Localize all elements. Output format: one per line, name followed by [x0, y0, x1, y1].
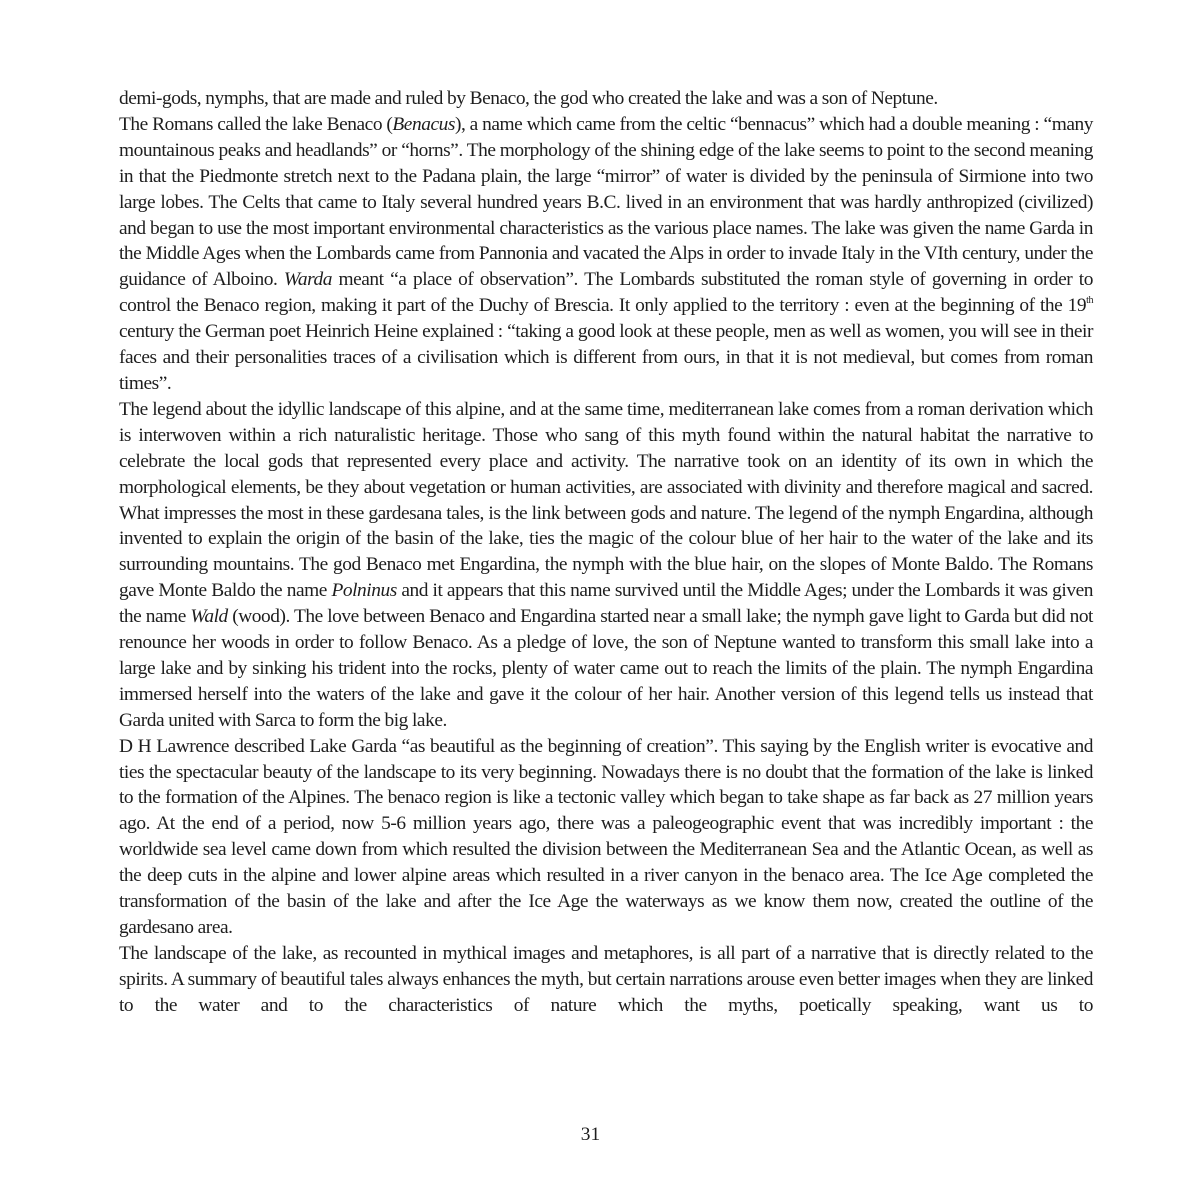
- italic-term: Warda: [283, 269, 332, 291]
- paragraph: [119, 112, 1093, 397]
- italic-term: Wald: [190, 606, 228, 628]
- text-run: The landscape of the lake, as recounted in mythical images and metaphores, is all part of a narrative that is directly related to the spirits. A summary of beautiful tales always enhances the myth, but certain narrations arouse even better images when they are linked to the water and to the characteristics of nature which the myths, poetically speaking, want us to: [119, 942, 1093, 1016]
- page-body: [119, 86, 1093, 1019]
- text-run: (wood). The love between Benaco and Engardina started near a small lake; the nymph gave light to Garda but did not renounce her woods in order to follow Benaco. As a pledge of love, the son of Neptune wanted to transform this small lake into a large lake and by sinking his trident into the rocks, plenty of water came out to reach the limits of the plain. The nymph Engardina immersed herself into the waters of the lake and gave it the colour of her hair. Another version of this legend tells us instead that Garda united with Sarca to form the big lake.: [119, 606, 1093, 731]
- ordinal-superscript: th: [1086, 295, 1093, 307]
- text-run: The legend about the idyllic landscape of this alpine, and at the same time, mediterranean lake comes from a roman derivation which is interwoven within a rich naturalistic heritage. Those who sang of this myth found within the natural habitat the narrative to celebrate the local gods that represented every place and activity. The narrative took on an identity of its own in which the morphological elements, be they about vegetation or human activities, are associated with divinity and therefore magical and sacred. What impresses the most in these gardesana tales, is the link between gods and nature. The legend of the nymph Engardina, although invented to explain the origin of the basin of the lake, ties the magic of the colour blue of her hair to the water of the lake and its surrounding mountains. The god Benaco met Engardina, the nymph with the blue hair, on the slopes of Monte Baldo. The Romans gave Monte Baldo the name: [119, 398, 1093, 602]
- italic-term: Polninus: [331, 580, 397, 602]
- text-run: century the German poet Heinrich Heine explained : “taking a good look at these people, men as well as women, you will see in their faces and their personalities traces of a civilisation which is different from ours, in that it is not medieval, but comes from roman times”.: [119, 321, 1093, 394]
- text-run: The Romans called the lake Benaco (: [119, 113, 393, 135]
- page-number: 31: [580, 1124, 601, 1145]
- italic-term: Benacus: [392, 113, 455, 135]
- paragraph: [119, 734, 1093, 941]
- paragraph: [119, 86, 1093, 112]
- paragraph: [119, 941, 1093, 1019]
- paragraph: [119, 397, 1093, 734]
- text-run: meant “a place of observation”. The Lombards substituted the roman style of governing in order to control the Benaco region, making it part of the Duchy of Brescia. It only applied to the territory : even at the beginning of the 19: [119, 269, 1093, 317]
- text-run: ), a name which came from the celtic “bennacus” which had a double meaning : “many mountainous peaks and headlands” or “horns”. The morphology of the shining edge of the lake seems to point to the second meaning in that the Piedmonte stretch next to the Padana plain, the large “mirror” of water is divided by the peninsula of Sirmione into two large lobes. The Celts that came to Italy several hundred years B.C. lived in an environment that was hardly anthropized (civilized) and began to use the most important environmental characteristics as the various place names. The lake was given the name Garda in the Middle Ages when the Lombards came from Pannonia and vacated the Alps in order to invade Italy in the VIth century, under the guidance of Alboino.: [119, 113, 1093, 291]
- text-run: and it appears that this name survived until the Middle Ages; under the Lombards it was given the name: [119, 580, 1093, 628]
- text-run: D H Lawrence described Lake Garda “as beautiful as the beginning of creation”. This saying by the English writer is evocative and ties the spectacular beauty of the landscape to its very beginning. Nowadays there is no doubt that the formation of the lake is linked to the formation of the Alpines. The benaco region is like a tectonic valley which began to take shape as far back as 27 million years ago. At the end of a period, now 5-6 million years ago, there was a paleogeographic event that was incredibly important : the worldwide sea level came down from which resulted the division between the Mediterranean Sea and the Atlantic Ocean, as well as the deep cuts in the alpine and lower alpine areas which resulted in a river canyon in the benaco area. The Ice Age completed the transformation of the basin of the lake and after the Ice Age the waterways as we know them now, created the outline of the gardesano area.: [119, 735, 1093, 938]
- text-run: demi-gods, nymphs, that are made and ruled by Benaco, the god who created the lake and was a son of Neptune.: [119, 88, 938, 109]
